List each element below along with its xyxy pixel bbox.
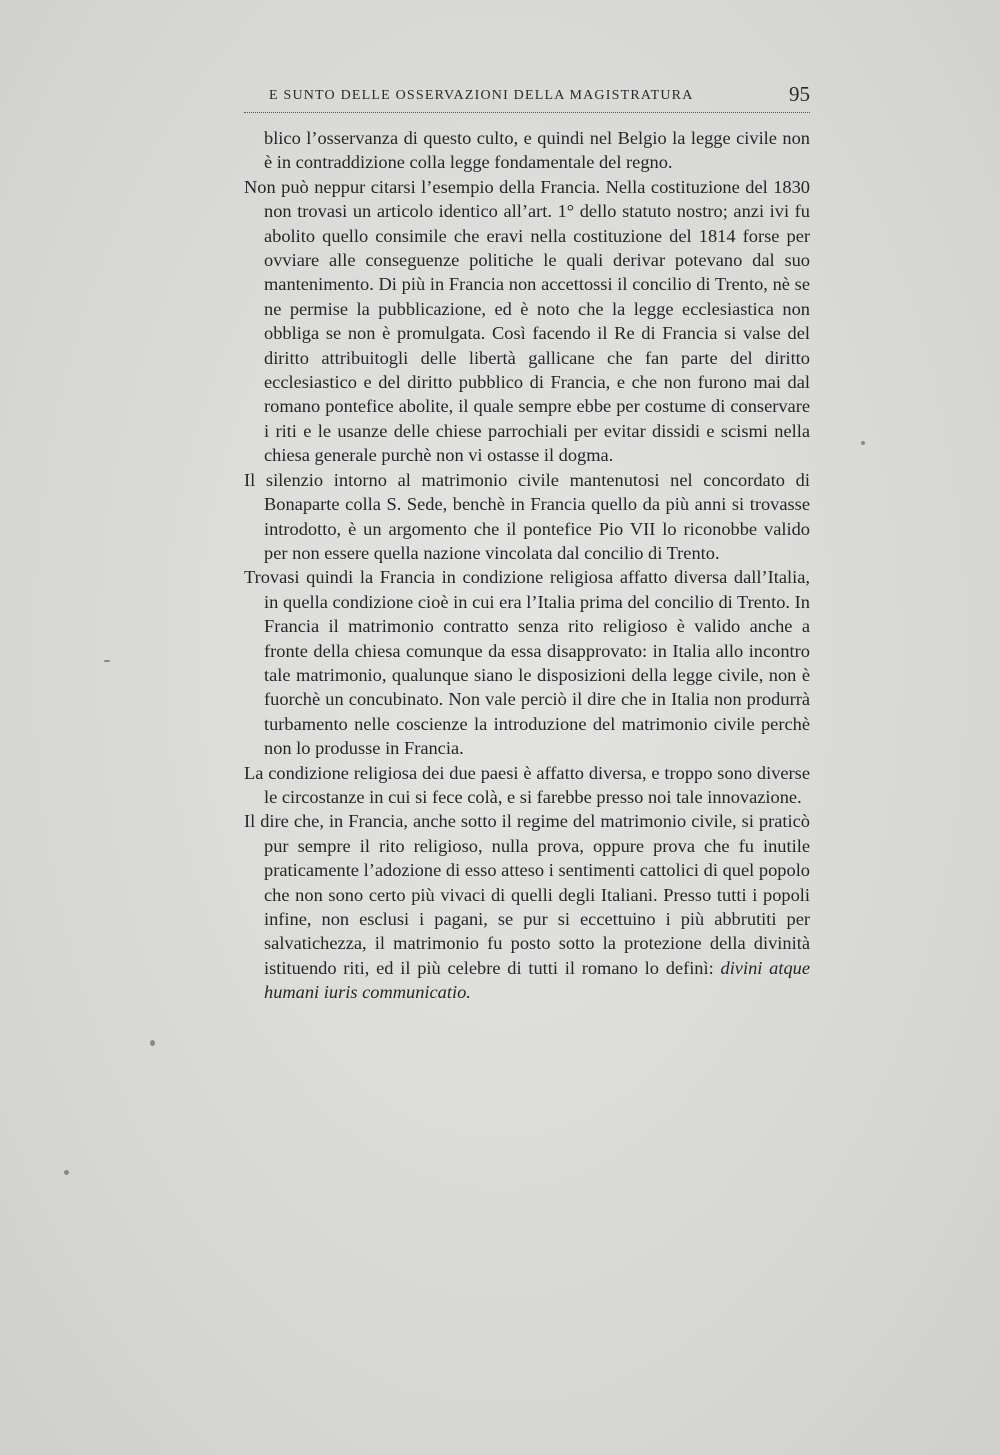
header-rule: [244, 112, 810, 113]
paragraph-2: Non può neppur citarsi l’esempio della Francia. Nella costituzione del 1830 non trovasi un articolo identico all’art. 1° dello statuto nostro; anzi ivi fu abolito quello consimile che eravi nella costituzione del 1814 forse per ovviare alle conseguenze politiche le quali derivar potevano dal suo mantenimento. Di più in Francia non accettossi il concilio di Trento, nè se ne permise la pubblicazione, ed è noto che la legge ecclesiastica non obbliga se non è promulgata. Così facendo il Re di Francia si valse del diritto attribuitogli delle libertà gallicane che fan parte del diritto ecclesiastico e del diritto pubblico di Francia, e che non furono mai dal romano pontefice abolite, il quale sempre ebbe per costume di conservare i riti e le usanze delle chiese parrochiali per evitar dissidi e scismi nella chiesa generale purchè non vi ostasse il dogma.: [244, 176, 810, 466]
paper-speck: [861, 441, 865, 445]
paper-speck: [104, 660, 110, 662]
running-header: [244, 80, 810, 114]
page-number: 95: [789, 82, 810, 106]
paragraph-4: Trovasi quindi la Francia in condizione religiosa affatto diversa dall’Italia, in quella condizione cioè in cui era l’Italia prima del concilio di Trento. In Francia il matrimonio contratto senza rito religioso è valido anche a fronte della chiesa comunque da essa disapprovato: in Italia allo incontro tale matrimonio, qualunque siano le disposizioni della legge civile, non è fuorchè un concubinato. Non vale perciò il dire che in Italia non produrrà turbamento nelle coscienze la introduzione del matrimonio civile perchè non lo produsse in Francia.: [244, 567, 810, 759]
paragraph-3: Il silenzio intorno al matrimonio civile mantenutosi nel concordato di Bonaparte colla S. Sede, benchè in Francia quello da più anni si trovasse introdotto, è un argomento che il pontefice Pio VII lo riconobbe valido per non essere quella nazione vincolata dal concilio di Trento.: [244, 469, 810, 563]
paragraph-6-text: Il dire che, in Francia, anche sotto il regime del matrimonio civile, si praticò pur sempre il rito religioso, nulla prova, oppure prova che fu inutile praticamente l’adozione di esso atteso i sentimenti cattolici di quel popolo che non sono certo più vivaci di quelli degli Italiani. Presso tutti i popoli infine, non esclusi i pagani, se pur si eccettuino i più abbrutiti per salvatichezza, il matrimonio fu posto sotto la protezione della divinità istituendo riti, ed il più celebre di tutti il romano lo definì:: [244, 811, 810, 978]
paper-speck: [150, 1040, 155, 1046]
paragraph-5: La condizione religiosa dei due paesi è affatto diversa, e troppo sono diverse le circostanze in cui si fece colà, e si farebbe presso noi tale innovazione.: [244, 762, 810, 807]
latin-quotation: divini atque humani iuris communicatio.: [264, 957, 810, 1003]
body-text: [244, 126, 810, 1005]
paragraph-1: blico l’osservanza di questo culto, e quindi nel Belgio la legge civile non è in contraddizione colla legge fondamentale del regno.: [264, 128, 810, 173]
running-title: E SUNTO DELLE OSSERVAZIONI DELLA MAGISTRATURA: [269, 88, 694, 103]
paper-speck: [64, 1170, 69, 1175]
paragraph-6: [244, 809, 810, 1004]
